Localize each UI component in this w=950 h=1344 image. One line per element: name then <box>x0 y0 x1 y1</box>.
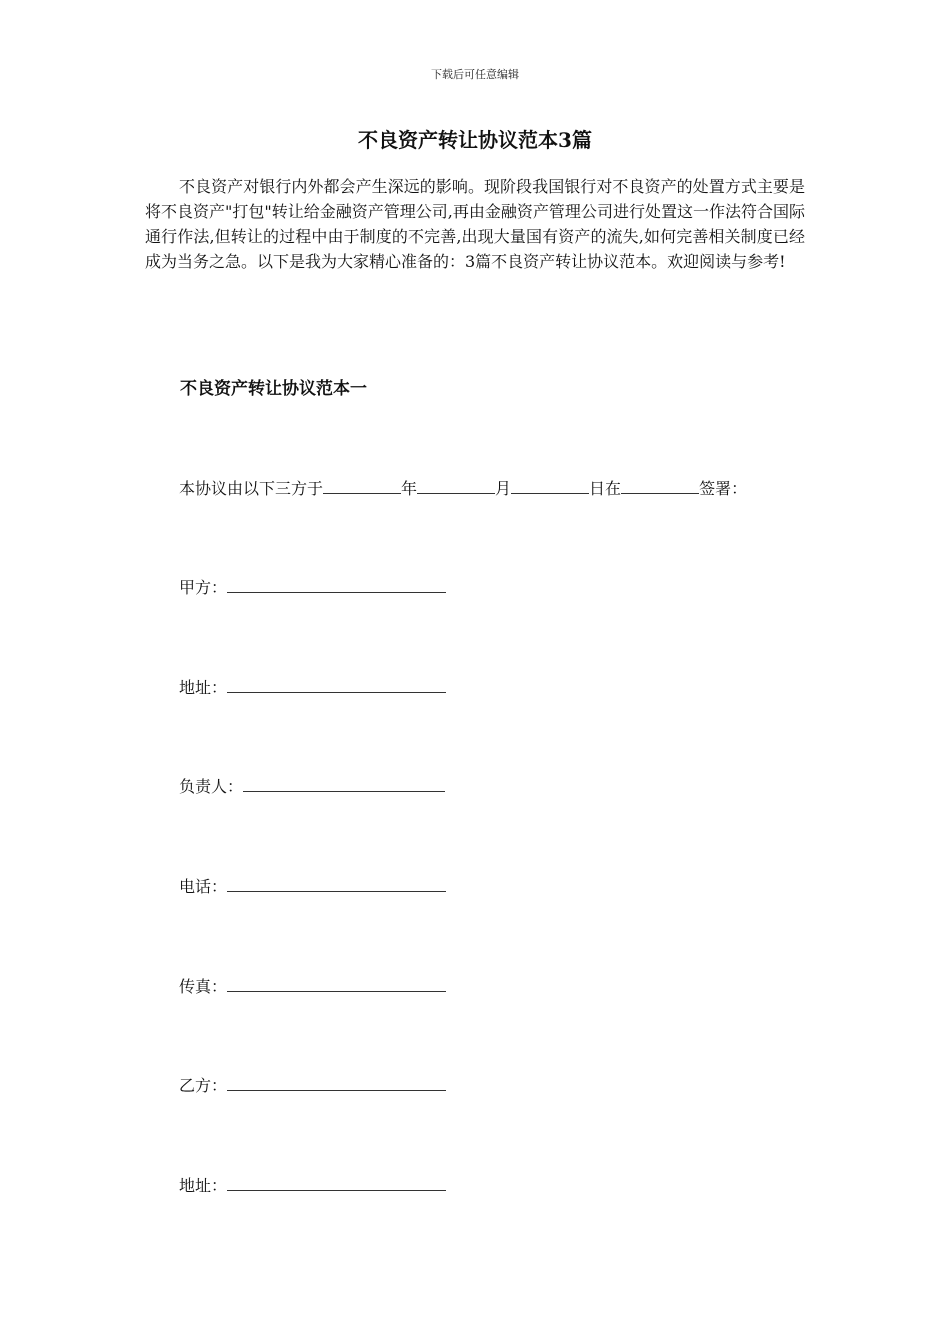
field-label: 负责人： <box>179 777 244 796</box>
field-party-b <box>179 1073 446 1096</box>
field-party-a <box>179 575 446 598</box>
phone-blank[interactable] <box>227 877 446 892</box>
header-note: 下载后可任意编辑 <box>431 68 519 81</box>
field-label: 甲方： <box>179 578 228 597</box>
section-title: 不良资产转让协议范本一 <box>180 379 367 399</box>
signing-statement <box>179 476 747 499</box>
field-label: 地址： <box>179 1176 228 1195</box>
month-blank[interactable] <box>417 479 495 494</box>
fax-blank[interactable] <box>227 977 446 992</box>
field-address-b <box>179 1173 446 1196</box>
field-address-a <box>179 675 446 698</box>
sign-prefix: 本协议由以下三方于 <box>179 479 324 498</box>
sign-suffix: 签署： <box>699 479 748 498</box>
field-label: 地址： <box>179 678 228 697</box>
field-phone <box>179 874 446 897</box>
field-label: 乙方： <box>179 1076 228 1095</box>
address-b-blank[interactable] <box>227 1176 446 1191</box>
person-in-charge-blank[interactable] <box>243 777 445 792</box>
party-a-blank[interactable] <box>227 578 446 593</box>
field-label: 电话： <box>179 877 228 896</box>
party-b-blank[interactable] <box>227 1076 446 1091</box>
sign-year-label: 年 <box>401 479 418 498</box>
place-blank[interactable] <box>621 479 699 494</box>
field-fax <box>179 974 446 997</box>
document-title: 不良资产转让协议范本3篇 <box>358 128 592 152</box>
year-blank[interactable] <box>323 479 401 494</box>
sign-month-label: 月 <box>495 479 512 498</box>
intro-paragraph: 不良资产对银行内外都会产生深远的影响。现阶段我国银行对不良资产的处置方式主要是将不良资产"打包"转让给金融资产管理公司,再由金融资产管理公司进行处置这一作法符合国际通行作法,但转让的过程中由于制度的不完善,出现大量国有资产的流失,如何完善相关制度已经成为当务之急。以下是我为大家精心准备的：3篇不良资产转让协议范本。欢迎阅读与参考! <box>145 177 805 271</box>
sign-day-label: 日在 <box>589 479 622 498</box>
address-a-blank[interactable] <box>227 678 446 693</box>
field-person-in-charge <box>179 774 445 797</box>
day-blank[interactable] <box>511 479 589 494</box>
field-label: 传真： <box>179 977 228 996</box>
